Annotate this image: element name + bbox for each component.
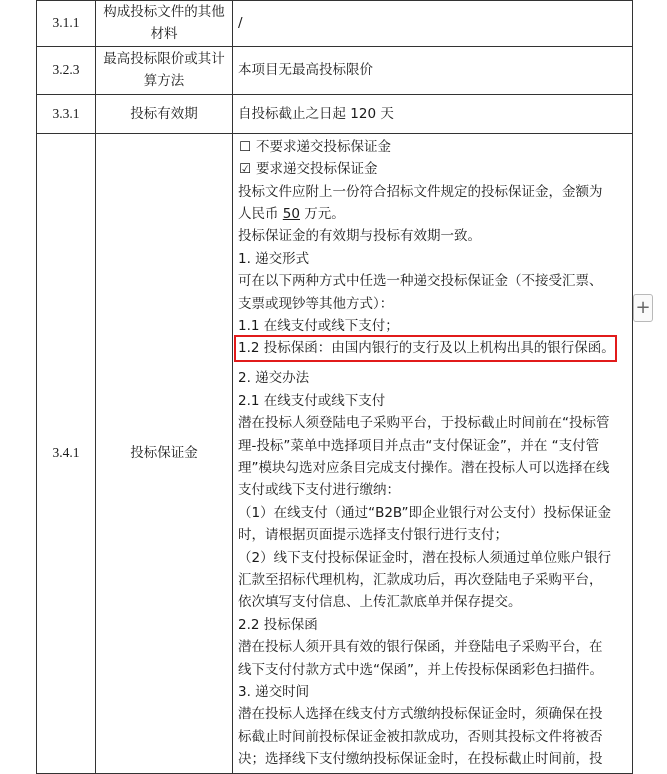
bond-text-line: 2. 递交办法 <box>238 370 310 387</box>
clause-number: 3.3.1 <box>37 94 96 133</box>
clause-name-line: 算方法 <box>143 73 185 90</box>
bond-text-line: 支票或现钞等其他方式）： <box>238 295 394 312</box>
bond-text-line: （1）在线支付（通过“B2B”即企业银行对公支付）投标保证金 <box>238 504 611 521</box>
bond-text-line: 潜在投标人须登陆电子采购平台，于投标截止时间前在“投标管 <box>238 415 610 432</box>
bond-text-line: 线下支付付款方式中选“保函”，并上传投标保函彩色扫描件。 <box>238 661 603 678</box>
table-row <box>37 133 633 773</box>
bond-text-block <box>238 181 627 771</box>
tender-info-table <box>36 0 633 774</box>
bond-text-line: 可在以下两种方式中任选一种递交投标保证金（不接受汇票、 <box>238 273 603 290</box>
option-label: 要求递交投标保证金 <box>256 161 378 178</box>
clause-content: 自投标截止之日起 120 天 <box>233 94 633 133</box>
bond-text-line: 3. 递交时间 <box>238 683 310 700</box>
bond-text-line: 时，请根据页面提示选择支付银行进行支付； <box>238 527 508 544</box>
bond-option-required <box>238 158 627 180</box>
bond-text-line: 汇款至招标代理机构，汇款成功后，再次登陆电子采购平台， <box>238 571 603 588</box>
bond-text-line: 理-投标”菜单中选择项目并点击“支付保证金”，并在 “支付管 <box>238 437 600 454</box>
bond-text-line: （2）线下支付投标保证金时，潜在投标人须通过单位账户银行 <box>238 549 612 566</box>
clause-number: 3.4.1 <box>37 133 96 773</box>
bond-text-line: 2.2 投标保函 <box>238 616 318 633</box>
bond-text-line: 标截止时间前投标保证金被扣款成功，否则其投标文件将被否 <box>238 728 603 745</box>
bond-text-line: 理”模块勾选对应条目完成支付操作。潜在投标人可以选择在线 <box>238 459 610 476</box>
clause-name-line: 投标有效期 <box>130 105 198 122</box>
clause-name <box>96 46 233 94</box>
clause-name-line: 构成投标文件的其他 <box>103 4 225 20</box>
bond-text-line: 1.1 在线支付或线下支付； <box>238 318 399 335</box>
bond-text-line: 依次填写支付信息、上传汇款底单并保存提交。 <box>238 594 522 611</box>
table-row <box>37 1 633 47</box>
bond-text-line: 1. 递交形式 <box>238 250 310 267</box>
clause-content: 本项目无最高投标限价 <box>233 46 633 94</box>
bond-text-line: 投标文件应附上一份符合招标文件规定的投标保证金，金额为 <box>238 183 603 200</box>
bond-content <box>233 133 633 773</box>
option-label: 不要求递交投标保证金 <box>256 138 391 155</box>
clause-name <box>96 1 233 47</box>
checkbox-unchecked-icon: ☐ <box>238 138 252 155</box>
clause-content: / <box>233 1 633 47</box>
clause-name: 投标保证金 <box>96 133 233 773</box>
table-row <box>37 46 633 94</box>
bond-text-line: 潜在投标人选择在线支付方式缴纳投标保证金时，须确保在投 <box>238 706 603 723</box>
clause-name <box>96 94 233 133</box>
table-row <box>37 94 633 133</box>
clause-name-line: 最高投标限价或其计 <box>103 50 225 67</box>
clause-number: 3.1.1 <box>37 1 96 47</box>
checkbox-checked-icon: ☑ <box>238 161 252 178</box>
bond-text-line: 支付或线下支付进行缴纳： <box>238 482 400 499</box>
bond-amount: 50 <box>282 206 300 223</box>
bond-text-line: 人民币 50 万元。 <box>238 206 345 223</box>
bond-text-line: 投标保证金的有效期与投标有效期一致。 <box>238 228 481 245</box>
bond-text-line: 决；选择线下支付缴纳投标保证金时，在投标截止时间前，投 <box>238 751 603 768</box>
clause-name-line: 材料 <box>150 26 178 43</box>
expand-plus-icon[interactable]: + <box>633 294 653 322</box>
bond-guarantee-line-highlighted: 1.2 投标保函：由国内银行的支行及以上机构出具的银行保函。 <box>236 337 615 359</box>
bond-text-line: 潜在投标人须开具有效的银行保函，并登陆电子采购平台，在 <box>238 639 603 656</box>
bond-text-line: 2.1 在线支付或线下支付 <box>238 392 386 409</box>
bond-option-not-required <box>238 136 627 158</box>
clause-number: 3.2.3 <box>37 46 96 94</box>
